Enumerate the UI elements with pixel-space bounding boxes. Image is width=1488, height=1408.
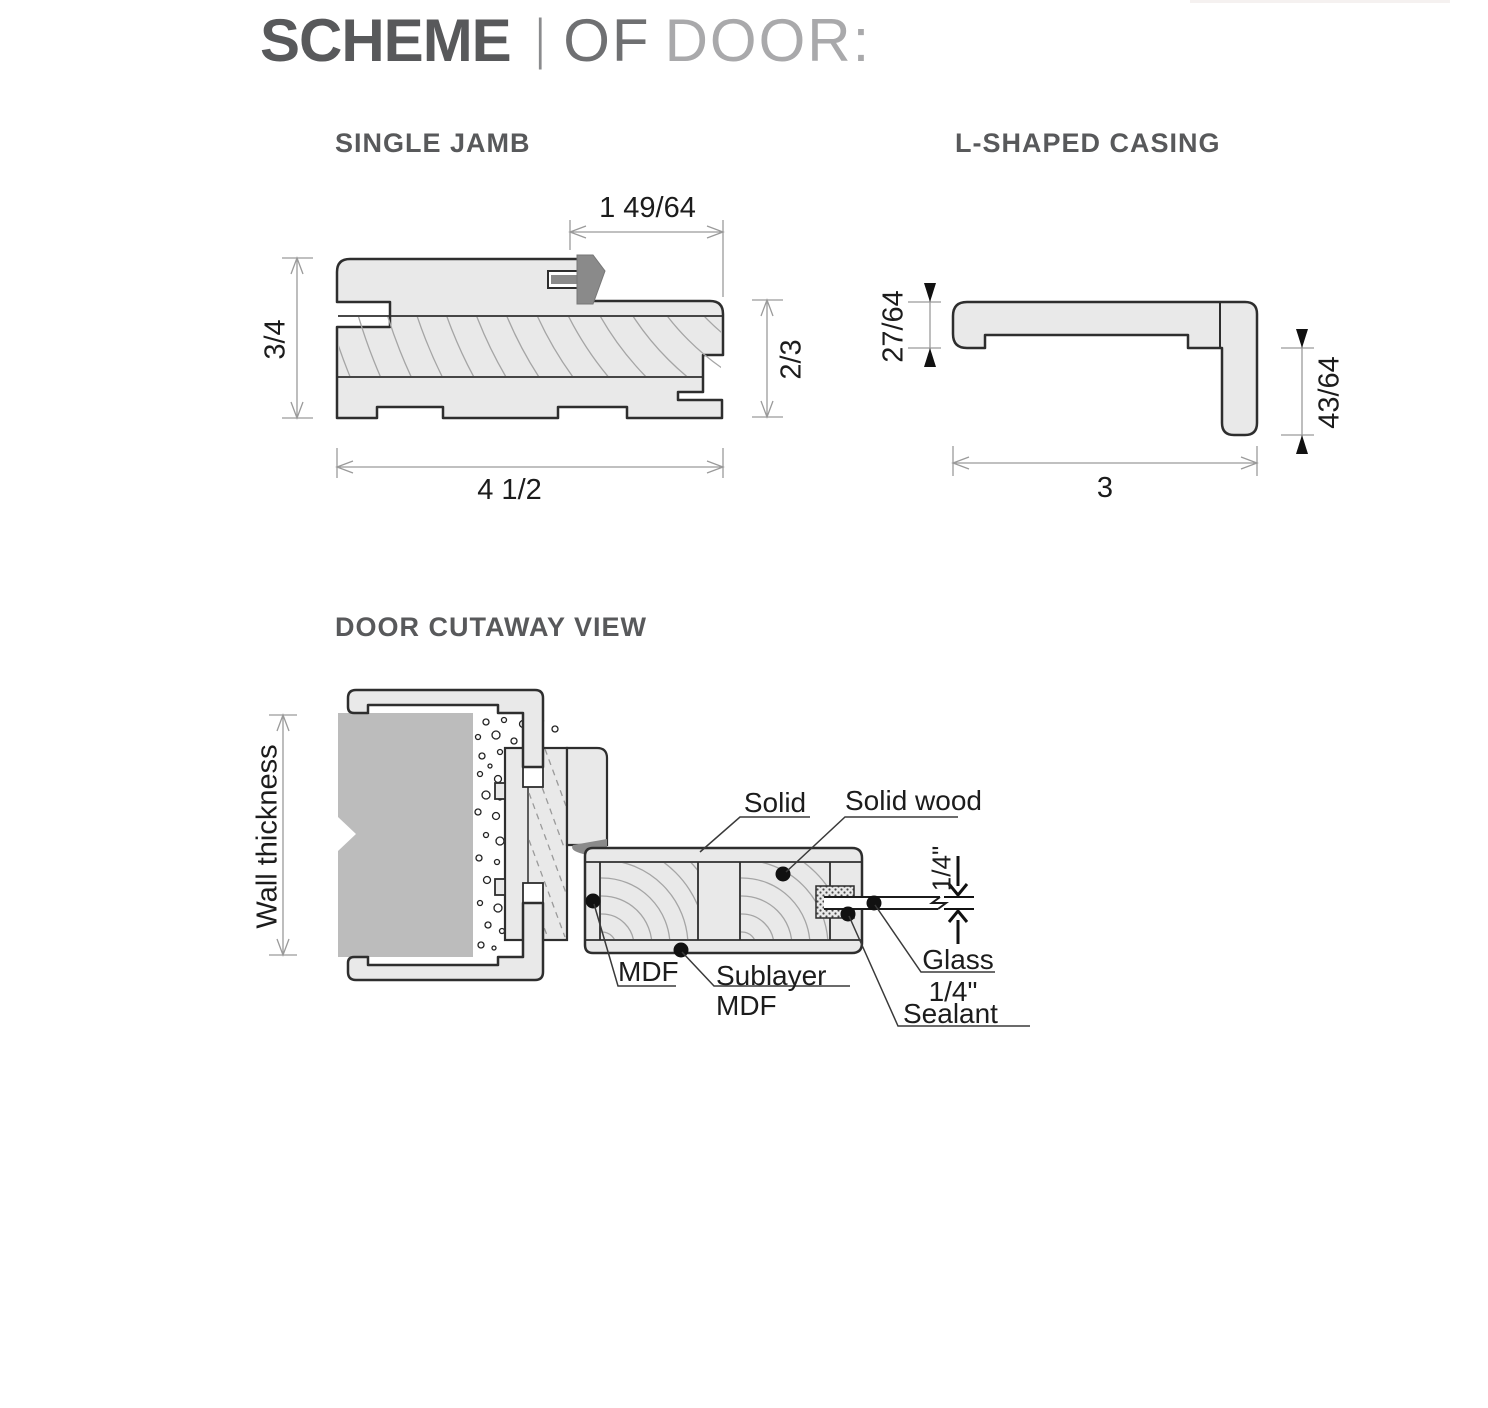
dim-text-43-64: 43/64 (1313, 356, 1346, 429)
dim-text-glass-quarter: 1/4" (926, 845, 957, 892)
dim-text-3: 3 (1096, 472, 1114, 504)
label-solid: Solid (743, 787, 807, 818)
glass-pane (824, 897, 940, 909)
dim-casing-left (908, 283, 941, 367)
dim-text-27-64: 27/64 (877, 290, 910, 363)
label-sublayer-line2: MDF (716, 990, 777, 1021)
label-sublayer-line1: Sublayer (716, 960, 827, 991)
title-door: DOOR: (664, 7, 872, 74)
dim-text-4-1-2: 4 1/2 (477, 474, 542, 506)
heading-l-casing: L-SHAPED CASING (955, 128, 1221, 158)
label-solid-wood: Solid wood (845, 785, 982, 816)
wall-block (338, 713, 473, 957)
heading-cutaway: DOOR CUTAWAY VIEW (335, 612, 648, 642)
dim-casing-right (1281, 329, 1314, 454)
l-casing-drawing (908, 283, 1314, 476)
label-wall-thickness: Wall thickness (251, 744, 284, 929)
label-glass-line2: 1/4" (928, 976, 978, 1007)
title-primary: SCHEME (260, 7, 511, 74)
door-stop (567, 748, 607, 845)
dim-text-2-3: 2/3 (775, 339, 808, 380)
title-of: OF (563, 7, 651, 74)
dim-text-3-4: 3/4 (259, 319, 292, 360)
title-divider: | (535, 7, 545, 70)
label-glass-line1: Glass (922, 944, 994, 975)
label-mdf: MDF (618, 956, 679, 987)
label-sealant: Sealant (903, 998, 998, 1029)
heading-single-jamb: SINGLE JAMB (335, 128, 531, 158)
dim-text-1-49-64: 1 49/64 (599, 192, 696, 224)
